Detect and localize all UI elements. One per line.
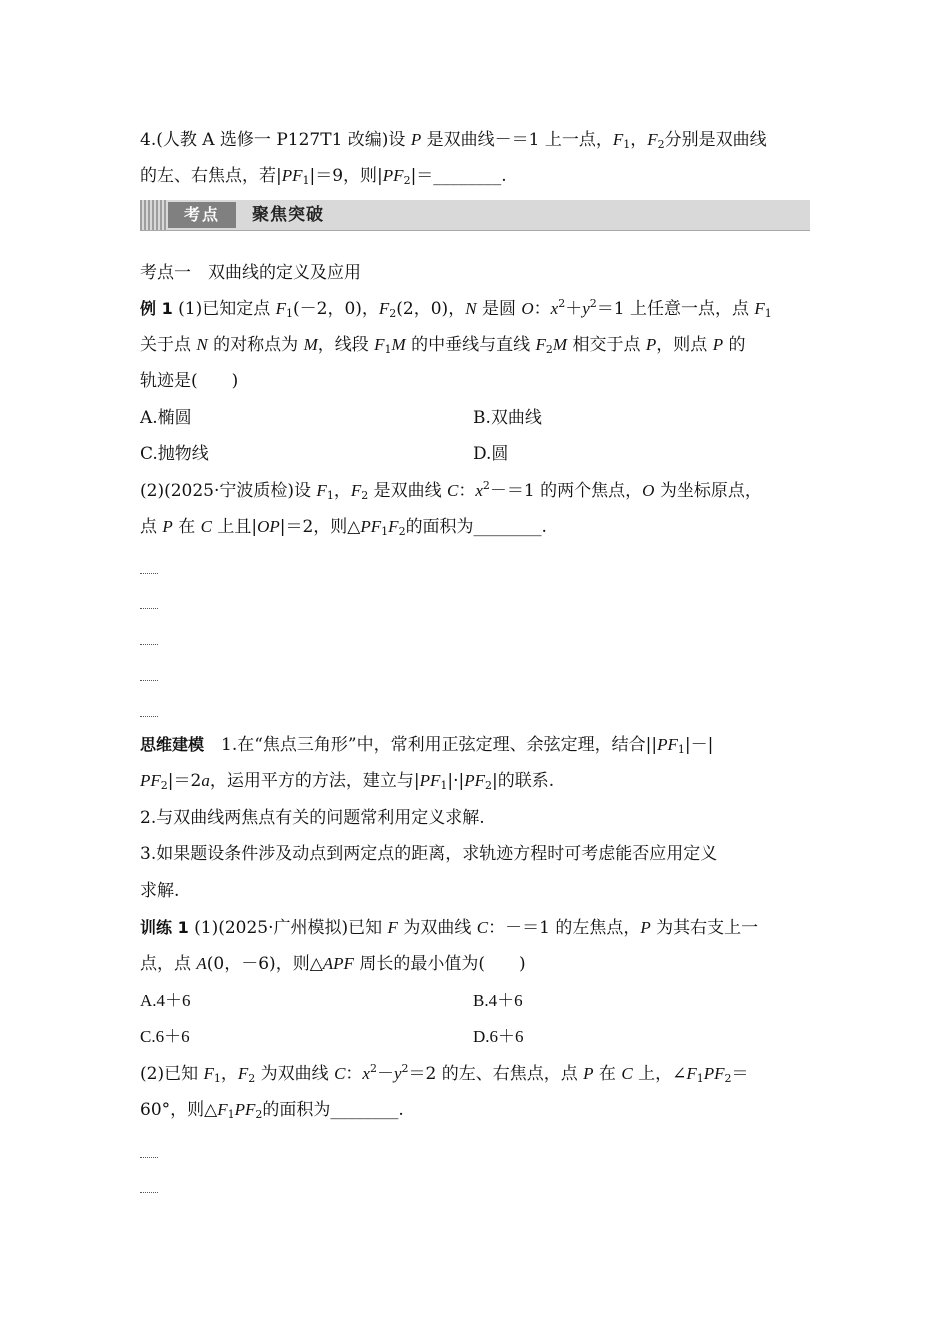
option-c: C.6＋6	[140, 1027, 190, 1046]
training-1-line-2: 点，点 A(0，－6)，则△APF 周长的最小值为( )	[140, 954, 526, 974]
model-line-5: 求解.	[140, 881, 180, 901]
option-d: D.6＋6	[473, 1027, 524, 1046]
option-a: A.4＋6	[140, 991, 191, 1010]
section-banner	[140, 200, 810, 231]
problem-4-line-2: 的左、右焦点，若$|PF_1|=9$，则$|PF_2|=\_\_\_\_\_\_\_\_$.	[140, 166, 507, 187]
option-b: B.双曲线	[473, 408, 542, 428]
option-b: B.4＋6	[473, 991, 523, 1010]
answer-line[interactable]	[140, 1192, 158, 1193]
answer-line[interactable]	[140, 1157, 158, 1158]
model-label: 思维建模	[140, 735, 205, 754]
option-c: C.抛物线	[140, 444, 209, 464]
answer-line[interactable]	[140, 644, 158, 645]
banner-stripe-decoration	[140, 200, 168, 230]
banner-heading: 聚焦突破	[252, 205, 324, 225]
training-1-part-2-line-1: (2)已知 $F_1$，$F_2$ 为双曲线 C：$x^2-y^2=2$ 的左、右焦点，点 P 在 C 上，$\angle F_1PF_2=$	[140, 1062, 749, 1085]
example-1-part-2-line-2: 点 P 在 C 上且|OP|＝2，则$\triangle PF_1F_2$的面积为________.	[140, 517, 547, 538]
model-line-4: 3.如果题设条件涉及动点到两定点的距离，求轨迹方程时可考虑能否应用定义	[140, 844, 718, 864]
answer-line[interactable]	[140, 680, 158, 681]
example-label: 例 1	[140, 299, 173, 318]
answer-line[interactable]	[140, 716, 158, 717]
training-1-part-2-line-2: 60°，则$\triangle F_1PF_2$的面积为________.	[140, 1100, 404, 1121]
problem-4-line-1: 4.(人教 A 选修一 P127T1 改编)设 P 是双曲线－＝1 上一点，$F_1$，$F_2$分别是双曲线	[140, 130, 767, 151]
model-line-1: 思维建模 1.在“焦点三角形”中，常利用正弦定理、余弦定理，结合$||PF_1|-|$	[140, 735, 714, 756]
training-label: 训练 1	[140, 918, 189, 937]
banner-tag: 考点	[168, 202, 236, 228]
example-1-line-2: 关于点 N 的对称点为 M，线段 $F_1M$ 的中垂线与直线 $F_2M$ 相交于点 P，则点 P 的	[140, 335, 746, 356]
answer-line[interactable]	[140, 608, 158, 609]
example-1-line-3: 轨迹是( )	[140, 371, 239, 391]
training-1-line-1: 训练 1 (1)(2025·广州模拟)已知 F 为双曲线 C：－＝1 的左焦点，P 为其右支上一	[140, 918, 759, 938]
answer-line[interactable]	[140, 573, 158, 574]
option-d: D.圆	[473, 444, 509, 464]
model-line-3: 2.与双曲线两焦点有关的问题常利用定义求解.	[140, 808, 485, 828]
example-1-line-1: 例 1 (1)已知定点 $F_1(-2$，0)，$F_2(2$，0)，N 是圆 O：$x^2+y^2=1$ 上任意一点，点 $F_1$	[140, 297, 772, 320]
section-title: 考点一 双曲线的定义及应用	[140, 263, 361, 283]
example-1-part-2-line-1: (2)(2025·宁波质检)设 $F_1$，$F_2$ 是双曲线 C：$x^2-=1$ 的两个焦点，O 为坐标原点，	[140, 479, 762, 502]
option-a: A.椭圆	[140, 408, 192, 428]
model-line-2: $PF_2|=2a$，运用平方的方法，建立与$|PF_1|\cdot|PF_2|$的联系.	[140, 771, 555, 792]
